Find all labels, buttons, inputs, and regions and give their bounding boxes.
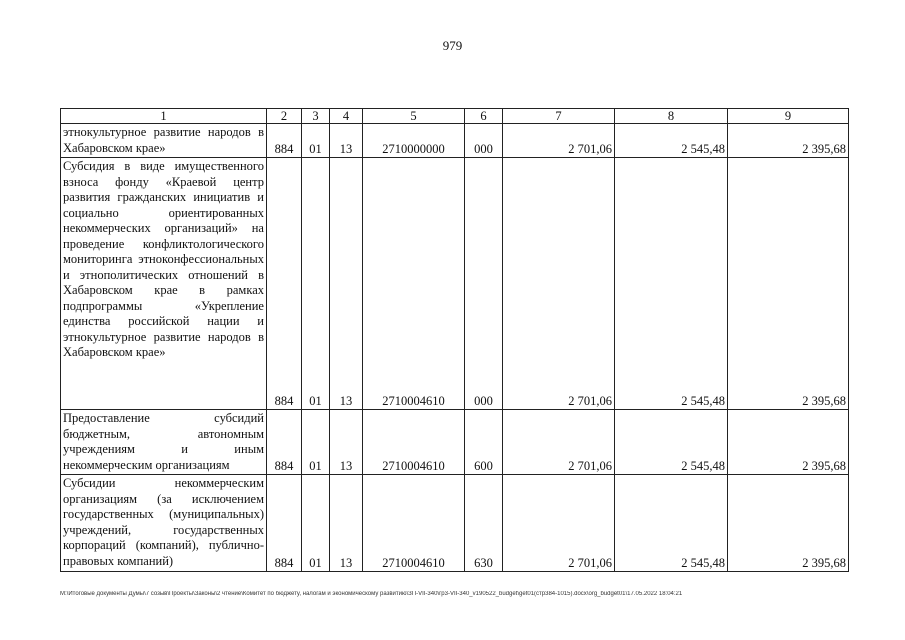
table-row: [61, 410, 849, 475]
amount-year-2: 2 545,48: [615, 124, 728, 158]
expense-type-code: 600: [465, 410, 503, 475]
section-code: 01: [302, 124, 330, 158]
amount-year-2: 2 545,48: [615, 410, 728, 475]
expense-type-code: 630: [465, 475, 503, 572]
amount-year-2: 2 545,48: [615, 158, 728, 410]
expense-type-code: 000: [465, 124, 503, 158]
section-code: 01: [302, 410, 330, 475]
amount-year-3: 2 395,68: [728, 475, 849, 572]
row-description: Субсидия в виде имущественного взноса фонду «Краевой центр развития гражданских инициатив и социально ориентированных некоммерческих организаций» на проведение конфликтологического мониторинга этноконфессиональных и этнополитических отношений в Хабаровском крае в рамках подпрограммы «Укрепление единства российской нации и этнокультурное развитие народов в Хабаровском крае»: [61, 158, 267, 410]
column-header: 1: [61, 109, 267, 124]
subsection-code: 13: [330, 158, 363, 410]
amount-year-3: 2 395,68: [728, 158, 849, 410]
column-header: 3: [302, 109, 330, 124]
table-row: [61, 475, 849, 572]
amount-year-1: 2 701,06: [503, 158, 615, 410]
column-header: 2: [267, 109, 302, 124]
column-header: 5: [363, 109, 465, 124]
amount-year-1: 2 701,06: [503, 475, 615, 572]
row-description: этнокультурное развитие народов в Хабаровском крае»: [61, 124, 267, 158]
ministry-code: 884: [267, 158, 302, 410]
column-header: 4: [330, 109, 363, 124]
target-code: 2710000000: [363, 124, 465, 158]
column-header: 9: [728, 109, 849, 124]
amount-year-2: 2 545,48: [615, 475, 728, 572]
subsection-code: 13: [330, 410, 363, 475]
page-number: 979: [442, 38, 463, 53]
subsection-code: 13: [330, 475, 363, 572]
column-header: 6: [465, 109, 503, 124]
target-code: 2710004610: [363, 410, 465, 475]
amount-year-3: 2 395,68: [728, 124, 849, 158]
budget-table: [60, 108, 849, 572]
target-code: 2710004610: [363, 475, 465, 572]
table-header-row: [61, 109, 849, 124]
table-row: [61, 158, 849, 410]
subsection-code: 13: [330, 124, 363, 158]
row-description: Субсидии некоммерческим организациям (за исключением государственных (муниципальных) учреждений, государственных корпораций (компаний), публично-правовых компаний): [61, 475, 267, 572]
amount-year-1: 2 701,06: [503, 124, 615, 158]
file-path-footer: M:\Итоговые документы Думы\7 созыв\Проекты\Законы\2 чтение\Комитет по бюджету, налогам и экономическому развитию\ЗП-VII-340\гр3-VII-340_v190522_budget\get01(стр384-1015).docx\org_budget01\17.05.2022 18:04:21: [60, 591, 683, 597]
table-row: [61, 124, 849, 158]
amount-year-3: 2 395,68: [728, 410, 849, 475]
section-code: 01: [302, 475, 330, 572]
target-code: 2710004610: [363, 158, 465, 410]
expense-type-code: 000: [465, 158, 503, 410]
column-header: 8: [615, 109, 728, 124]
ministry-code: 884: [267, 410, 302, 475]
ministry-code: 884: [267, 124, 302, 158]
amount-year-1: 2 701,06: [503, 410, 615, 475]
section-code: 01: [302, 158, 330, 410]
row-description: Предоставление субсидий бюджетным, автономным учреждениям и иным некоммерческим организациям: [61, 410, 267, 475]
ministry-code: 884: [267, 475, 302, 572]
column-header: 7: [503, 109, 615, 124]
